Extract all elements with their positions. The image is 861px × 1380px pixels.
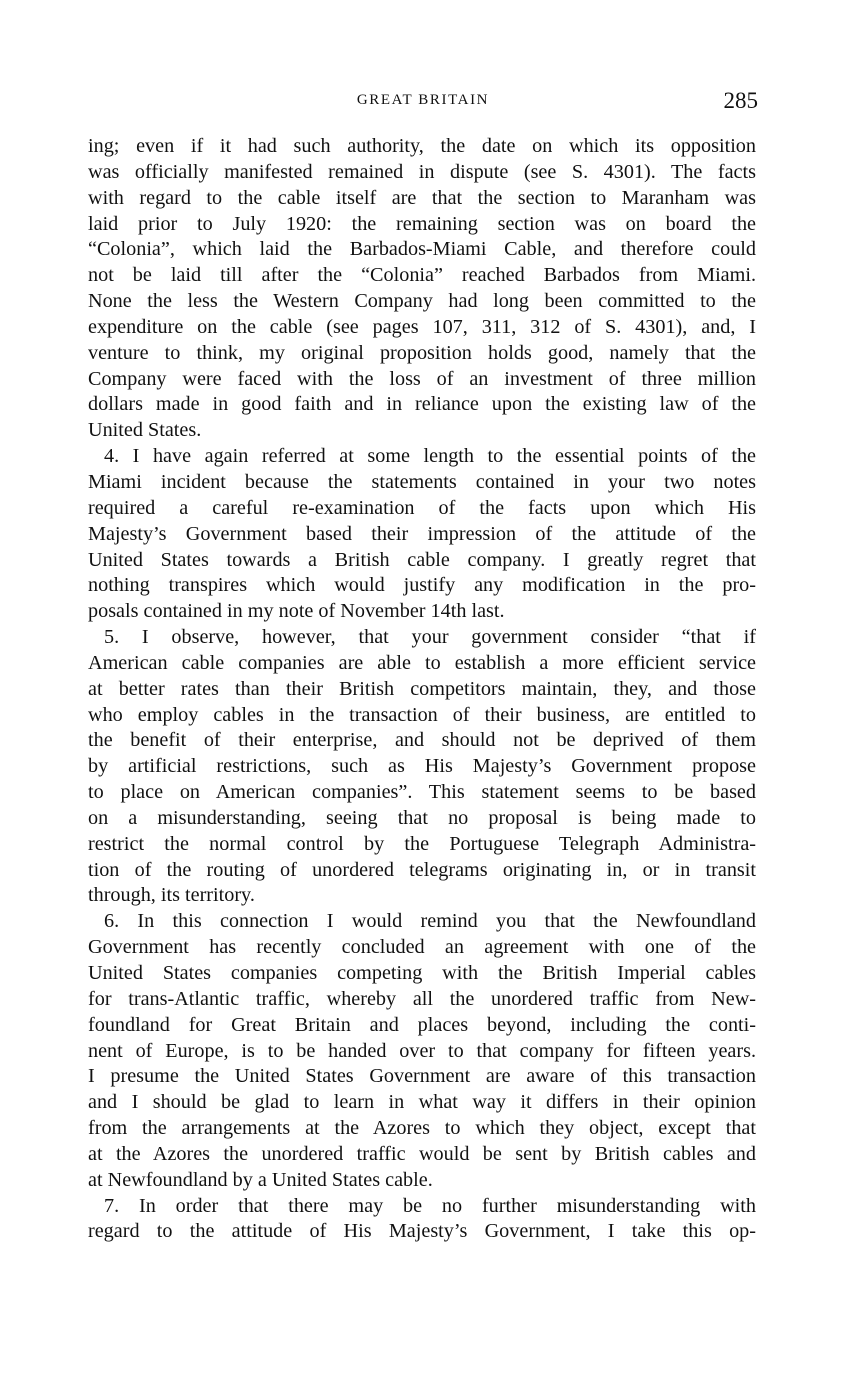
running-head: [88, 88, 758, 118]
text-line: dollars made in good faith and in reliance upon the existing law of the: [88, 393, 756, 416]
text-line: Miami incident because the statements contained in your two notes: [88, 470, 756, 493]
page-number: 285: [723, 88, 758, 113]
text-line: Company were faced with the loss of an investment of three million: [88, 367, 756, 390]
text-line: and I should be glad to learn in what way it differs in their opinion: [88, 1091, 756, 1114]
text-line: posals contained in my note of November 14th last.: [88, 600, 505, 623]
text-line: was officially manifested remained in dispute (see S. 4301). The facts: [88, 160, 756, 183]
text-line: 7. In order that there may be no further misunderstanding with: [104, 1194, 756, 1217]
text-line: United States.: [88, 419, 202, 442]
text-line: expenditure on the cable (see pages 107, 311, 312 of S. 4301), and, I: [88, 315, 756, 338]
text-line: 6. In this connection I would remind you that the Newfoundland: [104, 910, 756, 933]
text-line: regard to the attitude of His Majesty’s Government, I take this op-: [88, 1220, 756, 1243]
text-line: “Colonia”, which laid the Barbados-Miami Cable, and therefore could: [88, 238, 756, 261]
text-line: nothing transpires which would justify any modification in the pro-: [88, 574, 756, 597]
text-line: to place on American companies”. This statement seems to be based: [88, 781, 756, 804]
text-line: restrict the normal control by the Portuguese Telegraph Administra-: [88, 832, 756, 855]
text-line: tion of the routing of unordered telegrams originating in, or in transit: [88, 858, 756, 881]
text-line: United States towards a British cable company. I greatly regret that: [88, 548, 756, 571]
text-line: venture to think, my original proposition holds good, namely that the: [88, 341, 756, 364]
text-line: not be laid till after the “Colonia” reached Barbados from Miami.: [88, 264, 756, 287]
text-line: American cable companies are able to establish a more efficient service: [88, 651, 756, 674]
text-line: at the Azores the unordered traffic would be sent by British cables and: [88, 1142, 756, 1165]
text-line: with regard to the cable itself are that the section to Maranham was: [88, 186, 756, 209]
text-line: the benefit of their enterprise, and should not be deprived of them: [88, 729, 756, 752]
text-line: laid prior to July 1920: the remaining section was on board the: [88, 212, 756, 235]
text-line: on a misunderstanding, seeing that no proposal is being made to: [88, 806, 756, 829]
text-line: ing; even if it had such authority, the date on which its opposition: [88, 135, 756, 157]
text-line: who employ cables in the transaction of their business, are entitled to: [88, 703, 756, 726]
text-line: foundland for Great Britain and places beyond, including the conti-: [88, 1013, 756, 1036]
text-line: nent of Europe, is to be handed over to that company for fifteen years.: [88, 1039, 756, 1062]
text-line: through, its territory.: [88, 884, 255, 907]
text-line: by artificial restrictions, such as His Majesty’s Government propose: [88, 755, 756, 778]
text-line: at Newfoundland by a United States cable.: [88, 1168, 433, 1191]
text-line: at better rates than their British competitors maintain, they, and those: [88, 677, 756, 700]
text-line: 5. I observe, however, that your government consider “that if: [104, 626, 756, 649]
text-line: from the arrangements at the Azores to which they object, except that: [88, 1117, 756, 1140]
running-title: GREAT BRITAIN: [356, 92, 490, 108]
text-line: required a careful re-examination of the facts upon which His: [88, 496, 756, 519]
text-line: 4. I have again referred at some length to the essential points of the: [104, 445, 756, 468]
text-line: I presume the United States Government are aware of this transaction: [88, 1065, 756, 1088]
text-line: Majesty’s Government based their impression of the attitude of the: [88, 522, 756, 545]
body-text: [88, 134, 756, 1245]
text-line: United States companies competing with the British Imperial cables: [88, 962, 756, 984]
text-line: for trans-Atlantic traffic, whereby all the unordered traffic from New-: [88, 987, 756, 1010]
text-line: None the less the Western Company had long been committed to the: [88, 290, 756, 313]
text-line: Government has recently concluded an agreement with one of the: [88, 936, 756, 959]
